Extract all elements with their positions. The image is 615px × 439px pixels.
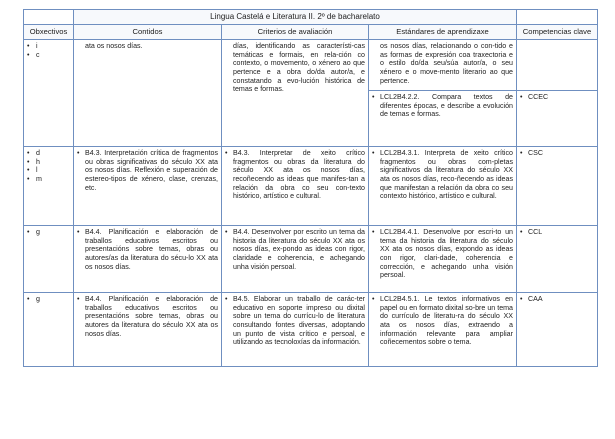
table-title: Lingua Castelá e Literatura II. 2º de bacharelato: [74, 10, 517, 25]
content-cell: [74, 40, 222, 147]
table-row: [24, 147, 598, 226]
objective-item: • d: [27, 149, 70, 158]
table-row: [24, 226, 598, 293]
content-cell: [74, 147, 222, 226]
objective-item: • i: [27, 42, 70, 51]
standards-bottom: [369, 90, 516, 121]
header-criteria: Criterios de avaliación: [222, 24, 369, 40]
criteria-cell: [222, 40, 369, 147]
criteria-cell: [222, 226, 369, 293]
competences-cell: [517, 293, 598, 367]
header-competences: Competencias clave: [517, 24, 598, 40]
content-cell: [74, 226, 222, 293]
standards-cell: [369, 40, 517, 147]
objectives-cell: [24, 40, 74, 147]
criteria-item: • B4.3. Interpretar de xeito crítico fragmentos ou obras da literatura do século XX ata os nosos días, recoñecendo as ideas que manifes-tan a relación da obra co seu con-texto histórico, artístico e cultural.: [225, 149, 365, 201]
curriculum-table: [23, 9, 598, 367]
objective-item: • m: [27, 175, 70, 184]
competences-cell: [517, 40, 598, 147]
standards-top-text: os nosos días, relacionando o con-tido e as formas de expresión coa traxectoria e o estilo do/da seu/súa autor/a, o seu xénero e o move-mento literario ao que pertence.: [380, 42, 513, 85]
criteria-item: • B4.4. Desenvolver por escrito un tema da historia da literatura do século XX ata os nosos días, ex-pondo as ideas con rigor, claridade e coherencia, e achegando unha visión persoal.: [225, 228, 365, 271]
title-blank-cell-right: [517, 10, 598, 25]
standards-top: [369, 40, 516, 90]
objectives-cell: [24, 226, 74, 293]
content-item: • B4.4. Planificación e elaboración de traballos educativos escritos ou presentacións sobre temas, obras ou autores da literatura do século XX ata os nosos días.: [77, 295, 218, 338]
competences-top: [517, 40, 597, 90]
objectives-cell: [24, 293, 74, 367]
competence-item: • CSC: [520, 149, 594, 158]
header-contents: Contidos: [74, 24, 222, 40]
table-row: [24, 293, 598, 367]
criteria-text: días, identificando as característi-cas temáticas e formais, en rela-ción co contexto, o movemento, o xénero ao que pertence e a obra do/da autor/a, e constatando a evo-lución histórica de temas e formas.: [233, 42, 365, 94]
objectives-cell: [24, 147, 74, 226]
competence-item: • CCL: [520, 228, 594, 237]
objective-item: • l: [27, 166, 70, 175]
objective-item: • h: [27, 158, 70, 167]
competence-item: • CAA: [520, 295, 594, 304]
content-text: ata os nosos días.: [85, 42, 143, 51]
table-row: [24, 40, 598, 147]
objective-item: • g: [27, 228, 70, 237]
competence-item: • CCEC: [520, 93, 594, 102]
objective-item: • g: [27, 295, 70, 304]
standards-cell: [369, 226, 517, 293]
competences-cell: [517, 147, 598, 226]
standard-item: • LCL2B4.3.1. Interpreta de xeito crítico fragmentos ou obras com-pletas significativos da literatura do século XX ata os nosos días, reco-ñecendo as ideas que manifestan a relación da obra co seu contexto histórico, artístico e cultural.: [372, 149, 513, 201]
competences-bottom: [517, 90, 597, 104]
content-cell: [74, 293, 222, 367]
standards-cell: [369, 147, 517, 226]
header-standards: Estándares de aprendizaxe: [369, 24, 517, 40]
competences-cell: [517, 226, 598, 293]
header-objectives: Obxectivos: [24, 24, 74, 40]
criteria-cell: [222, 147, 369, 226]
criteria-item: • B4.5. Elaborar un traballo de carác-ter educativo en soporte impreso ou dixital sobre un tema do currícu-lo de literatura consultando fontes diversas, adoptando un punto de vista crítico e persoal, e utilizando as tecnoloxías da información.: [225, 295, 365, 347]
criteria-cell: [222, 293, 369, 367]
standard-item: • LCL2B4.4.1. Desenvolve por escri-to un tema da historia da literatura do século XX ata os nosos días, expondo as ideas con rigor, clari-dade, coherencia e corrección, e achegando unha visión persoal.: [372, 228, 513, 280]
standard-item: • LCL2B4.5.1. Le textos informativos en papel ou en formato dixital so-bre un tema do currículo de literatu-ra do século XX ata os nosos días, extraendo a información relevante para ampliar coñecementos sobre o tema.: [372, 295, 513, 347]
standards-cell: [369, 293, 517, 367]
objective-item: • c: [27, 51, 70, 60]
curriculum-page: [23, 9, 597, 367]
content-item: • B4.3. Interpretación crítica de fragmentos ou obras significativas do século XX ata os nosos días. Reflexión e superación de estereo-tipos de xénero, clase, crenzas, etc.: [77, 149, 218, 192]
content-item: • B4.4. Planificación e elaboración de traballos educativos escritos ou presentacións sobre temas, obras ou autores/as da literatura do sécu-lo XX ata os nosos días.: [77, 228, 218, 271]
standard-item: • LCL2B4.2.2. Compara textos de diferentes épocas, e describe a evolución de temas e formas.: [372, 93, 513, 119]
title-blank-cell: [24, 10, 74, 25]
